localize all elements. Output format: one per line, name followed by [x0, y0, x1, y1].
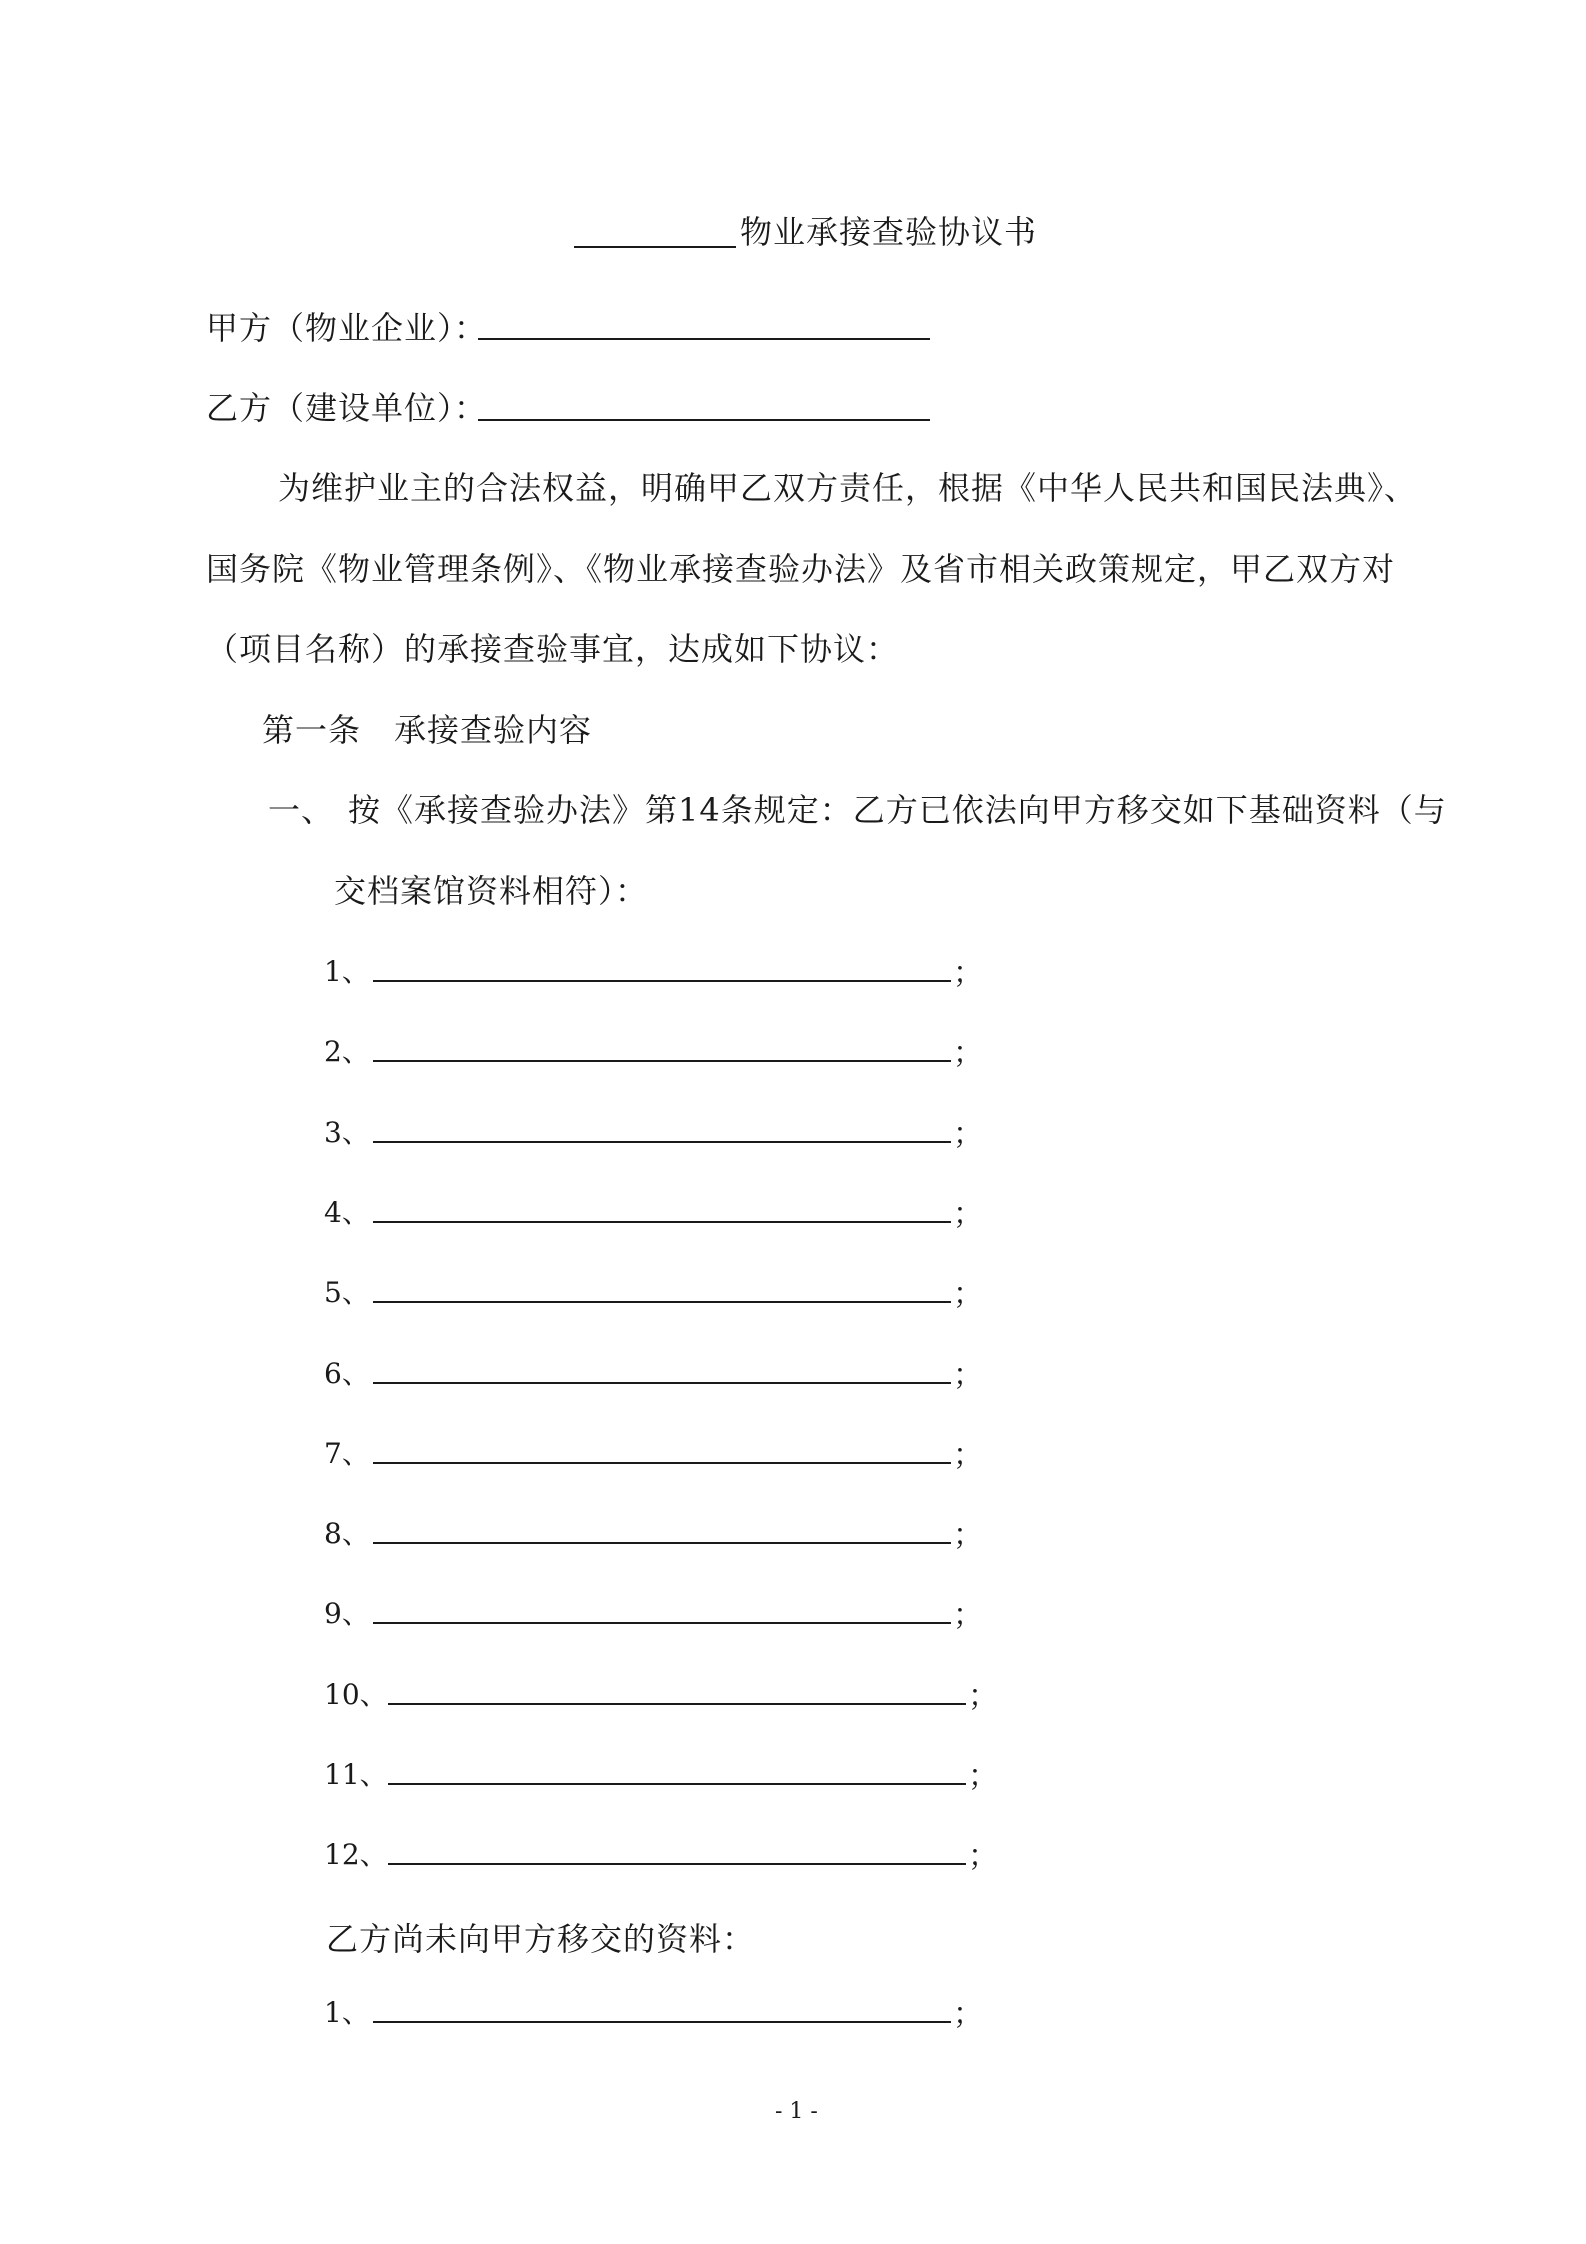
transferred-item-number-2: 2、: [324, 1035, 370, 1069]
transferred-item-terminator-9: ；: [953, 1598, 983, 1634]
untransferred-heading: 乙方尚未向甲方移交的资料：: [326, 1920, 756, 1958]
transferred-item-blank-line-6[interactable]: [373, 1382, 951, 1384]
clause-1-line-2: 交档案馆资料相符）：: [334, 872, 649, 910]
transferred-item-number-5: 5、: [324, 1276, 370, 1310]
transferred-item-terminator-5: ；: [953, 1277, 983, 1313]
clause-1-line-1: 按《承接查验办法》第14条规定：乙方已依法向甲方移交如下基础资料（与: [348, 791, 1447, 829]
page-number: - 1 -: [775, 2099, 818, 2124]
transferred-item-blank-line-5[interactable]: [373, 1301, 951, 1303]
transferred-item-number-6: 6、: [324, 1356, 370, 1390]
party-a-label: 甲方（物业企业）：: [206, 309, 488, 347]
transferred-item-terminator-3: ；: [953, 1116, 983, 1152]
transferred-item-terminator-12: ；: [968, 1839, 998, 1875]
transferred-item-number-3: 3、: [324, 1115, 370, 1149]
transferred-item-blank-line-10[interactable]: [388, 1703, 966, 1705]
intro-line-3: （项目名称）的承接查验事宜，达成如下协议：: [206, 630, 900, 668]
untransferred-item-terminator-1: ；: [953, 1997, 983, 2032]
transferred-item-blank-line-2[interactable]: [373, 1060, 951, 1062]
transferred-item-blank-line-9[interactable]: [373, 1622, 951, 1624]
transferred-item-blank-line-8[interactable]: [373, 1542, 951, 1544]
transferred-item-number-11: 11、: [324, 1758, 388, 1791]
party-a-blank-line[interactable]: [478, 338, 930, 340]
transferred-item-number-8: 8、: [324, 1517, 370, 1551]
transferred-item-blank-line-7[interactable]: [373, 1462, 951, 1464]
transferred-item-terminator-2: ；: [953, 1036, 983, 1072]
transferred-item-blank-line-12[interactable]: [388, 1863, 966, 1865]
document-title: 物业承接查验协议书: [740, 213, 1038, 251]
article-1-heading: 第一条 承接查验内容: [262, 711, 593, 749]
transferred-item-number-10: 10、: [324, 1677, 388, 1711]
transferred-item-blank-line-3[interactable]: [373, 1141, 951, 1143]
transferred-item-terminator-11: ；: [968, 1759, 998, 1794]
transferred-item-terminator-7: ；: [953, 1437, 983, 1473]
clause-1-marker: 一、: [268, 791, 335, 829]
transferred-item-number-12: 12、: [324, 1838, 388, 1872]
transferred-item-blank-line-1[interactable]: [373, 980, 951, 982]
party-b-label: 乙方（建设单位）：: [206, 389, 488, 427]
untransferred-item-number-1: 1、: [324, 1996, 370, 2029]
party-b-blank-line[interactable]: [478, 419, 930, 421]
title-blank-line: [574, 246, 736, 248]
transferred-item-number-7: 7、: [324, 1436, 370, 1470]
transferred-item-terminator-4: ；: [953, 1196, 983, 1232]
transferred-item-blank-line-4[interactable]: [373, 1221, 951, 1223]
transferred-item-blank-line-11[interactable]: [388, 1783, 966, 1785]
transferred-item-number-4: 4、: [324, 1195, 370, 1229]
transferred-item-terminator-1: ；: [953, 956, 983, 991]
intro-line-2: 国务院《物业管理条例》、《物业承接查验办法》及省市相关政策规定，甲乙双方对: [206, 550, 1396, 588]
transferred-item-terminator-10: ；: [968, 1678, 998, 1714]
transferred-item-number-1: 1、: [324, 955, 370, 988]
transferred-item-terminator-8: ；: [953, 1518, 983, 1554]
transferred-item-number-9: 9、: [324, 1597, 370, 1631]
transferred-item-terminator-6: ；: [953, 1357, 983, 1393]
untransferred-item-blank-line-1[interactable]: [373, 2021, 951, 2023]
intro-line-1: 为维护业主的合法权益，明确甲乙双方责任，根据《中华人民共和国民法典》、: [278, 469, 1418, 507]
